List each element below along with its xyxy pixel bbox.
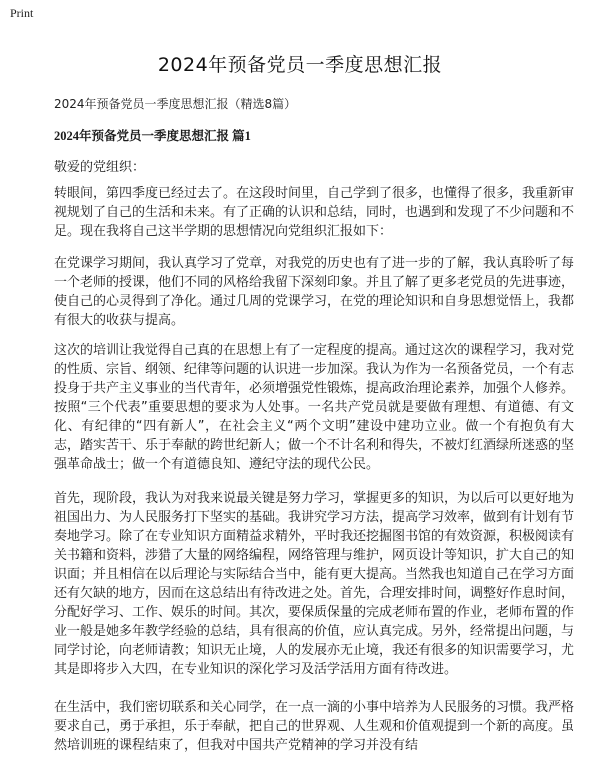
- body-paragraph: 首先，现阶段，我认为对我来说最关键是努力学习，掌握更多的知识，为以后可以更好地为祖国出力、为人民服务打下坚实的基础。我讲究学习方法，提高学习效率，做到有计划有节奏地学习。除了在专业知识方面精益求精外，平时我还挖掘图书馆的有效资源，积极阅读有关书籍和资料，涉猎了大量的网络编程，网络管理与维护，网页设计等知识，扩大自己的知识面；并且相信在以后理论与实际结合当中，能有更大提高。当然我也知道自己在学习方面还有欠缺的地方，因而在这总结出有待改进之处。首先，合理安排时间，调整好作息时间，分配好学习、工作、娱乐的时间。其次，要保质保量的完成老师布置的作业，老师布置的作业一般是她多年教学经验的总结，具有很高的价值，应认真完成。另外，经常提出问题，与同学讨论，向老师请教；知识无止境，人的发展亦无止境，我还有很多的知识需要学习，尤其是即将步入大四，在专业知识的深化学习及活学活用方面有待改进。: [54, 491, 575, 677]
- print-link[interactable]: Print: [10, 6, 34, 20]
- page-title: 2024年预备党员一季度思想汇报: [157, 54, 443, 76]
- document-subtitle: 2024年预备党员一季度思想汇报（精选8篇）: [54, 97, 297, 111]
- body-paragraph: 在生活中，我们密切联系和关心同学，在一点一滴的小事中培养为人民服务的习惯。我严格要求自己，勇于承担，乐于奉献，把自己的世界观、人生观和价值观提到一个新的高度。虽然培训班的课程结束了，但我对中国共产党精神的学习并没有结: [54, 700, 575, 753]
- salutation: 敬爱的党组织：: [54, 160, 146, 175]
- body-paragraph: 在党课学习期间，我认真学习了党章，对我党的历史也有了进一步的了解，我认真聆听了每一个老师的授课，他们不同的风格给我留下深刻印象。并且了解了更多老党员的先进事迹，使自己的心灵得到了净化。通过几周的党课学习，在党的理论知识和自身思想觉悟上，我都有很大的收获与提高。: [54, 256, 575, 328]
- section-heading: 2024年预备党员一季度思想汇报 篇1: [54, 129, 251, 143]
- body-paragraph: 转眼间，第四季度已经过去了。在这段时间里，自己学到了很多，也懂得了很多，我重新审视规划了自己的生活和未来。有了正确的认识和总结，同时，也遇到和发现了不少问题和不足。现在我将自己这半学期的思想情况向党组织汇报如下：: [54, 186, 575, 239]
- body-paragraph: 这次的培训让我觉得自己真的在思想上有了一定程度的提高。通过这次的课程学习，我对党的性质、宗旨、纲领、纪律等问题的认识进一步加深。我认为作为一名预备党员，一个有志投身于共产主义事业的当代青年，必须增强党性锻炼，提高政治理论素养，加强个人修养。按照“三个代表”重要思想的要求为人处事。一名共产党员就是要做有理想、有道德、有文化、有纪律的“四有新人”，在社会主义“两个文明”建设中建功立业。做一个有抱负有大志，踏实苦干、乐于奉献的跨世纪新人；做一个不计名利和得失，不被灯红酒绿所迷惑的坚强革命战士；做一个有道德良知、遵纪守法的现代公民。: [54, 343, 575, 472]
